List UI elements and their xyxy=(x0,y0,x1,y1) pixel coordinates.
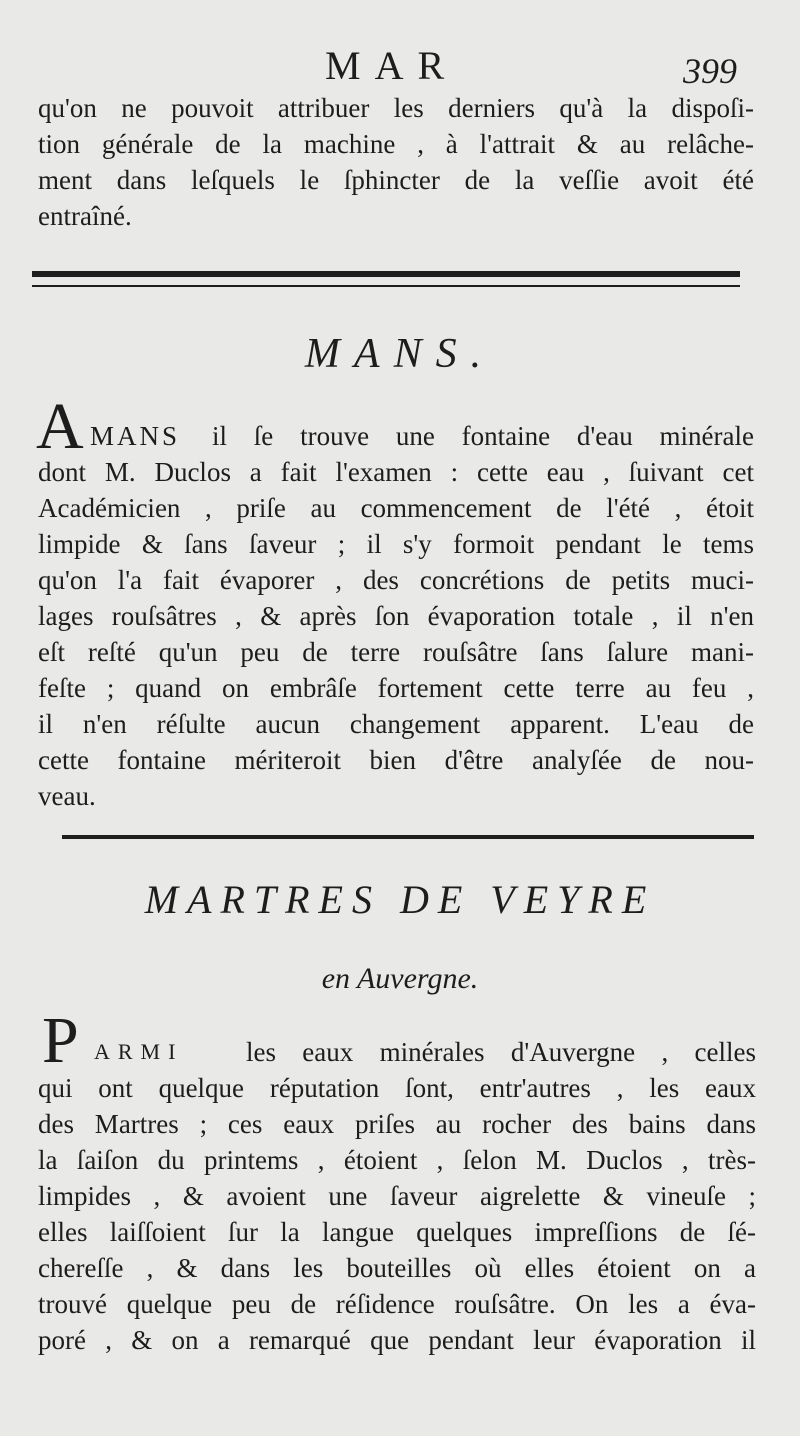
martres-paragraph xyxy=(38,1070,756,1358)
text-line: limpides , & avoient une ſaveur aigrelette & vineuſe ; xyxy=(38,1181,756,1211)
text-line: la ſaiſon du printems , étoient , ſelon M. Duclos , très- xyxy=(38,1145,756,1175)
text-line: trouvé quelque peu de réſidence rouſsâtre. On les a éva- xyxy=(38,1289,756,1319)
section-divider xyxy=(62,835,754,839)
text-line: dont M. Duclos a fait l'examen : cette eau , ſuivant cet xyxy=(38,457,754,487)
text-line: poré , & on a remarqué que pendant leur évaporation il xyxy=(38,1325,756,1355)
section-heading-martres: MARTRES DE VEYRE xyxy=(144,877,656,922)
text-line: qu'on ne pouvoit attribuer les derniers qu'à la dispoſi- xyxy=(38,93,754,123)
martres-first-line xyxy=(246,1034,756,1070)
text-line: il ſe trouve une fontaine d'eau minérale xyxy=(212,421,754,451)
text-line: qu'on l'a fait évaporer , des concrétions de petits muci- xyxy=(38,565,754,595)
text-line: chereſſe , & dans les bouteilles où elles étoient on a xyxy=(38,1253,756,1283)
text-line: entraîné. xyxy=(38,201,132,231)
text-line: veau. xyxy=(38,781,96,811)
text-line: qui ont quelque réputation ſont, entr'autres , les eaux xyxy=(38,1073,756,1103)
text-line: elles laiſſoient ſur la langue quelques impreſſions de ſé- xyxy=(38,1217,756,1247)
mans-paragraph xyxy=(38,454,754,814)
text-line: tion générale de la machine , à l'attrait & au relâche- xyxy=(38,129,754,159)
text-line: ment dans leſquels le ſphincter de la veſſie avoit été xyxy=(38,165,754,195)
section-heading-mans: MANS. xyxy=(304,331,496,377)
page-number: 399 xyxy=(683,51,737,91)
text-line: limpide & ſans ſaveur ; il s'y formoit pendant le tems xyxy=(38,529,754,559)
text-line: eſt reſté qu'un peu de terre rouſsâtre ſans ſalure mani- xyxy=(38,637,754,667)
section-divider-thin xyxy=(32,285,740,287)
section-divider-thick xyxy=(32,271,740,277)
text-line: il n'en réſulte aucun changement apparent. L'eau de xyxy=(38,709,754,739)
mans-first-line xyxy=(212,418,754,454)
running-head-title: MAR xyxy=(325,43,459,88)
text-line: cette fontaine mériteroit bien d'être analyſée de nou- xyxy=(38,745,754,775)
section-subheading: en Auvergne. xyxy=(321,962,479,995)
text-line: feſte ; quand on embrâſe fortement cette terre au feu , xyxy=(38,673,754,703)
lead-word: MANS xyxy=(90,421,181,451)
drop-cap: P xyxy=(42,1004,79,1077)
drop-cap: A xyxy=(36,390,84,463)
continuation-paragraph xyxy=(38,90,754,234)
lead-word: ARMI xyxy=(94,1039,184,1064)
text-line: lages rouſsâtres , & après ſon évaporation totale , il n'en xyxy=(38,601,754,631)
running-head xyxy=(0,42,800,92)
text-line: Académicien , priſe au commencement de l'été , étoit xyxy=(38,493,754,523)
text-line: les eaux minérales d'Auvergne , celles xyxy=(246,1037,756,1067)
text-line: des Martres ; ces eaux priſes au rocher des bains dans xyxy=(38,1109,756,1139)
